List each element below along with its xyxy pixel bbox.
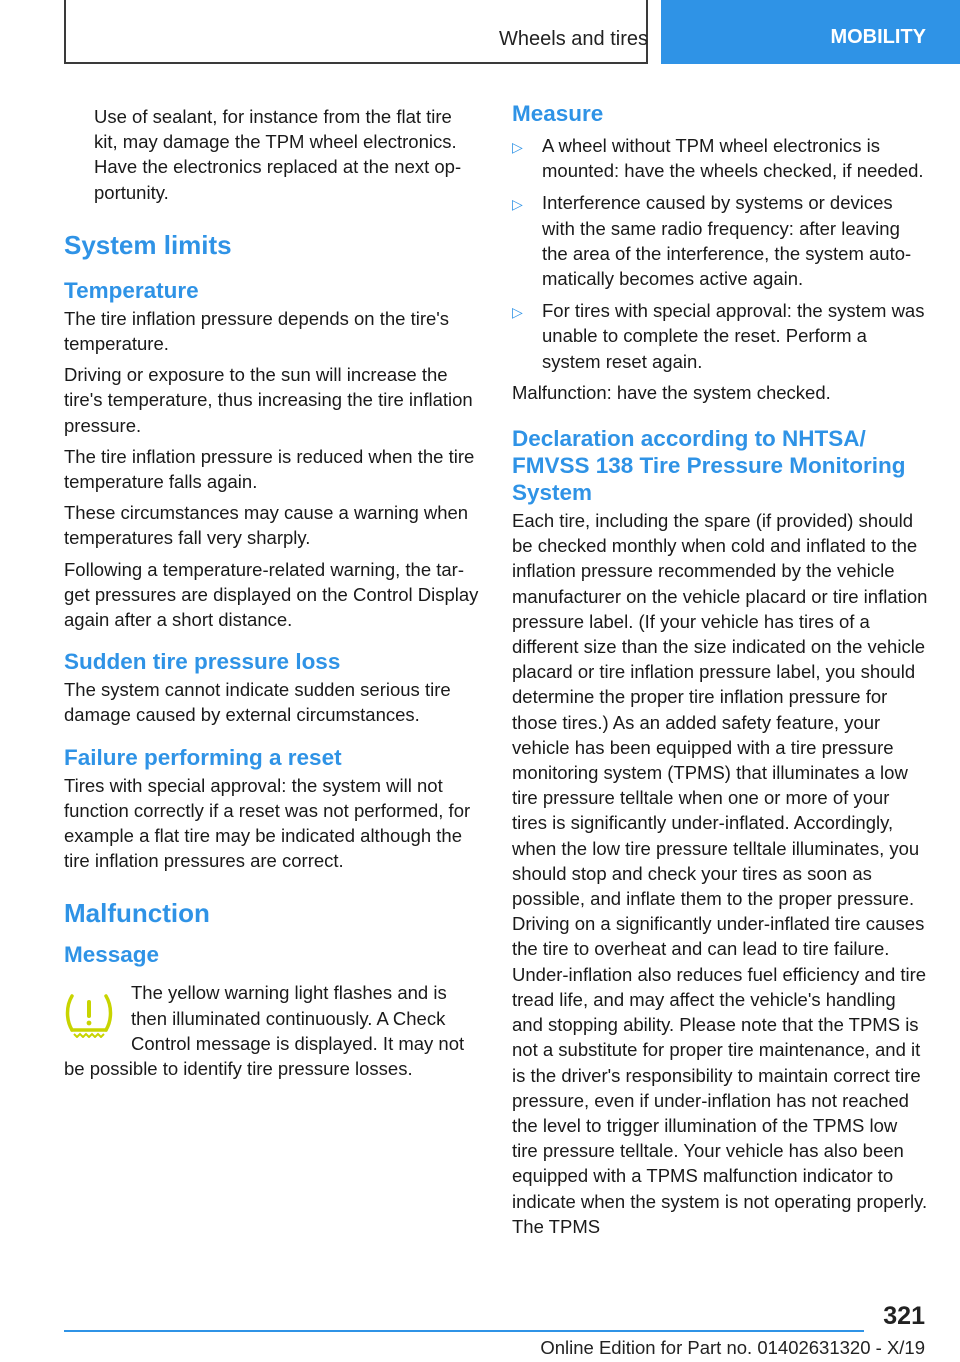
left-column (64, 100, 480, 1081)
header-chapter-label: MOBILITY (830, 25, 926, 48)
temperature-paragraph-2: Driving or exposure to the sun will increase the tire's temperature, thus increasing the tire inflation pressure. (64, 364, 473, 436)
footer-divider (64, 1330, 864, 1332)
header-chapter-tab (661, 0, 960, 64)
measure-item-text: For tires with special approval: the system was unable to complete the reset. Perform a system reset again. (542, 300, 925, 372)
temperature-heading: Temperature (64, 277, 199, 303)
triangle-right-icon: ▷ (512, 304, 523, 321)
list-item (512, 133, 928, 183)
failure-reset-text: Tires with special approval: the system will not function correctly if a reset was not performed, for example a flat tire may be indicated although the tire inflation pressures are correct. (64, 774, 471, 872)
measure-list (512, 133, 928, 374)
malfunction-check-text: Malfunction: have the system checked. (512, 381, 831, 403)
list-item (512, 298, 928, 374)
message-block (64, 980, 480, 1081)
measure-item-text: A wheel without TPM wheel electronics is mounted: have the wheels checked, if needed. (542, 135, 924, 182)
measure-item-text: Interference caused by systems or devices with the same radio frequency: after leaving the area of the interference, the system automatically becomes active again. (542, 192, 912, 290)
header-section-title: Wheels and tires (499, 28, 648, 50)
temperature-paragraph-3: The tire inflation pressure is reduced when the tire temperature falls again. (64, 445, 475, 493)
temperature-paragraph-1: The tire inflation pressure depends on the tire's temperature. (64, 307, 450, 355)
message-heading: Message (64, 942, 160, 968)
sealant-note: Use of sealant, for instance from the flat tire kit, may damage the TPM wheel electronics. Have the electronics replaced at the next opportunity. (94, 106, 462, 203)
measure-heading: Measure (512, 101, 604, 126)
list-item (512, 190, 928, 291)
malfunction-heading: Malfunction (64, 898, 210, 929)
temperature-paragraph-5: Following a temperature-related warning, the target pressures are displayed on the Control Display again after a short distance. (64, 558, 479, 631)
temperature-paragraph-4: These circumstances may cause a warning when temperatures fall very sharply. (64, 502, 469, 549)
tire-pressure-warning-icon (64, 990, 114, 1038)
footer-edition: Online Edition for Part no. 01402631320 - X/19 (540, 1337, 925, 1358)
triangle-right-icon: ▷ (512, 196, 523, 213)
system-limits-heading: System limits (64, 229, 232, 260)
message-text: The yellow warning light flashes and is then illuminated continuously. A Check Control message is displayed. It may not be possible to identify tire pressure losses. (64, 982, 465, 1080)
sudden-loss-text: The system cannot indicate sudden serious tire damage caused by external circumstances. (64, 679, 451, 726)
sudden-loss-heading: Sudden tire pressure loss (64, 649, 341, 675)
declaration-heading: Declaration according to NHTSA/ FMVSS 138 Tire Pressure Monitoring System (512, 426, 906, 506)
right-column (512, 100, 928, 1239)
failure-reset-heading: Failure performing a reset (64, 744, 342, 770)
declaration-text: Each tire, including the spare (if provided) should be checked monthly when cold and inflated to the inflation pressure recommended by the vehicle manufacturer on the vehicle placard or tire inflation pressure label. (If your vehicle has tires of a different size than the size indicated on the vehicle placard or tire inflation pressure label, you should determine the proper tire inflation pressure for those tires.) As an added safety feature, your vehicle has been equipped with a tire pressure monitoring system (TPMS) that illuminates a low tire pressure telltale when one or more of your tires is significantly under-inflated. Accordingly, when the low tire pressure telltale illuminates, you should stop and check your tires as soon as possible, and inflate them to the proper pressure. Driving on a significantly under-inflated tire causes the tire to overheat and can lead to tire failure. Under-inflation also reduces fuel efficiency and tire tread life, and may affect the vehicle's handling and stopping ability. Please note that the TPMS is not a substitute for proper tire maintenance, and it is the driver's responsibility to maintain correct tire pressure, even if under-inflation has not reached the level to trigger illumination of the TPMS low tire pressure telltale. Your vehicle has also been equipped with a TPMS malfunction indicator to indicate when the system is not operating properly. The TPMS (512, 510, 928, 1237)
triangle-right-icon: ▷ (512, 139, 523, 155)
page-number: 321 (883, 1302, 925, 1330)
